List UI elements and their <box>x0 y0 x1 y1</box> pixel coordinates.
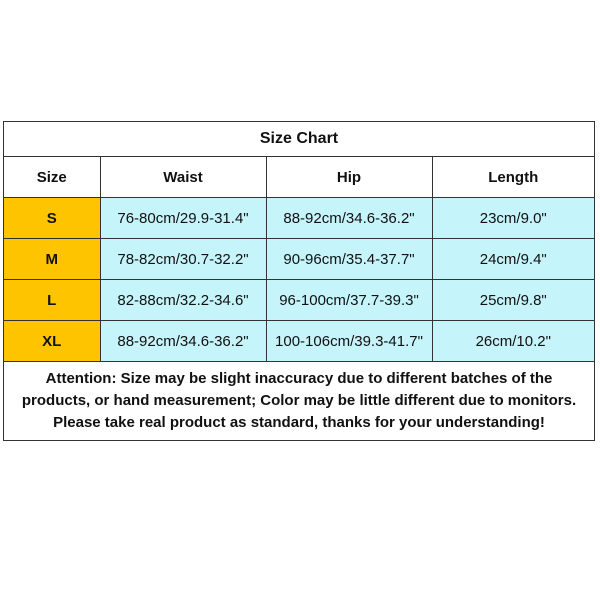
waist-cell: 88-92cm/34.6-36.2" <box>100 321 266 362</box>
chart-title: Size Chart <box>4 122 594 157</box>
length-cell: 24cm/9.4" <box>432 239 594 280</box>
length-cell: 26cm/10.2" <box>432 321 594 362</box>
size-cell: S <box>4 198 100 239</box>
table-header-row <box>4 157 594 198</box>
column-header-waist: Waist <box>100 157 266 198</box>
size-cell: M <box>4 239 100 280</box>
length-cell: 25cm/9.8" <box>432 280 594 321</box>
size-cell: L <box>4 280 100 321</box>
hip-cell: 100-106cm/39.3-41.7" <box>266 321 432 362</box>
waist-cell: 78-82cm/30.7-32.2" <box>100 239 266 280</box>
hip-cell: 88-92cm/34.6-36.2" <box>266 198 432 239</box>
table-row <box>4 239 594 280</box>
column-header-hip: Hip <box>266 157 432 198</box>
length-cell: 23cm/9.0" <box>432 198 594 239</box>
size-table <box>4 157 594 362</box>
column-header-size: Size <box>4 157 100 198</box>
waist-cell: 82-88cm/32.2-34.6" <box>100 280 266 321</box>
table-row <box>4 280 594 321</box>
column-header-length: Length <box>432 157 594 198</box>
size-chart <box>3 121 595 441</box>
attention-note: Attention: Size may be slight inaccuracy due to different batches of the products, or hand measurement; Color may be little different due to monitors. Please take real product as standard, thanks for your understanding! <box>21 370 577 431</box>
size-cell: XL <box>4 321 100 362</box>
hip-cell: 96-100cm/37.7-39.3" <box>266 280 432 321</box>
table-row <box>4 321 594 362</box>
hip-cell: 90-96cm/35.4-37.7" <box>266 239 432 280</box>
waist-cell: 76-80cm/29.9-31.4" <box>100 198 266 239</box>
table-row <box>4 198 594 239</box>
